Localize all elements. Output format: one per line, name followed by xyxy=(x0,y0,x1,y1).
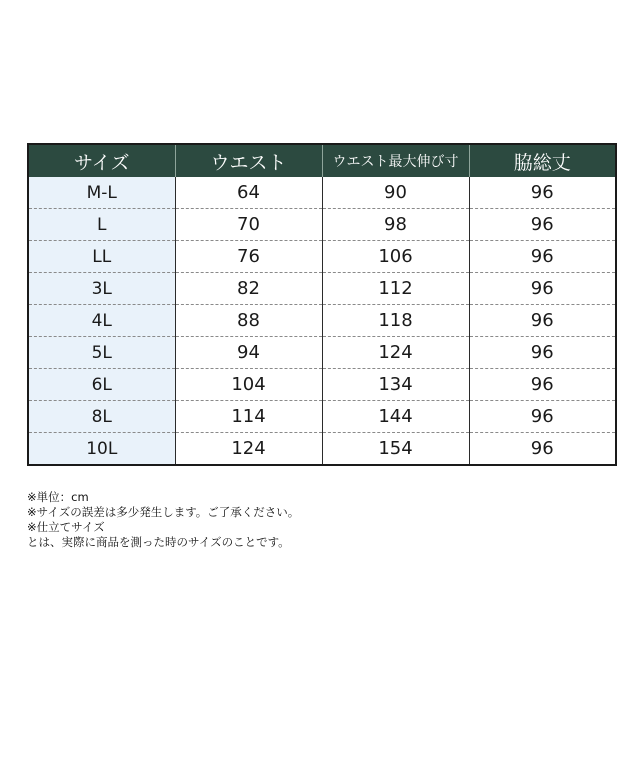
waist-max-cell: 124 xyxy=(322,337,469,369)
waist-max-cell: 112 xyxy=(322,273,469,305)
header-waist-max-stretch: ウエスト最大伸び寸 xyxy=(322,144,469,177)
header-size: サイズ xyxy=(28,144,175,177)
waist-cell: 94 xyxy=(175,337,322,369)
note-tolerance: ※サイズの誤差は多少発生します。ご了承ください。 xyxy=(27,505,300,519)
size-cell: LL xyxy=(28,241,175,273)
size-notes xyxy=(27,490,299,550)
size-cell: L xyxy=(28,209,175,241)
table-row xyxy=(28,241,616,273)
waist-cell: 70 xyxy=(175,209,322,241)
side-length-cell: 96 xyxy=(469,177,616,209)
size-cell: 5L xyxy=(28,337,175,369)
waist-max-cell: 154 xyxy=(322,433,469,466)
note-finished-size-explanation: とは、実際に商品を測った時のサイズのことです。 xyxy=(27,535,290,549)
table-row xyxy=(28,273,616,305)
side-length-cell: 96 xyxy=(469,401,616,433)
waist-cell: 104 xyxy=(175,369,322,401)
waist-cell: 82 xyxy=(175,273,322,305)
note-finished-size: ※仕立てサイズ xyxy=(27,520,105,534)
waist-cell: 76 xyxy=(175,241,322,273)
size-chart-table xyxy=(27,143,617,466)
waist-max-cell: 134 xyxy=(322,369,469,401)
waist-max-cell: 90 xyxy=(322,177,469,209)
table-header-row xyxy=(28,144,616,177)
table-row xyxy=(28,369,616,401)
side-length-cell: 96 xyxy=(469,369,616,401)
note-unit: ※単位：cm xyxy=(27,490,89,504)
size-cell: 8L xyxy=(28,401,175,433)
waist-max-cell: 118 xyxy=(322,305,469,337)
table-row xyxy=(28,401,616,433)
waist-cell: 114 xyxy=(175,401,322,433)
side-length-cell: 96 xyxy=(469,209,616,241)
side-length-cell: 96 xyxy=(469,305,616,337)
header-waist: ウエスト xyxy=(175,144,322,177)
size-cell: M-L xyxy=(28,177,175,209)
waist-max-cell: 106 xyxy=(322,241,469,273)
waist-cell: 124 xyxy=(175,433,322,466)
side-length-cell: 96 xyxy=(469,241,616,273)
size-cell: 4L xyxy=(28,305,175,337)
table-row xyxy=(28,177,616,209)
waist-cell: 88 xyxy=(175,305,322,337)
waist-max-cell: 144 xyxy=(322,401,469,433)
side-length-cell: 96 xyxy=(469,273,616,305)
table-row xyxy=(28,433,616,466)
table-row xyxy=(28,305,616,337)
header-side-length: 脇総丈 xyxy=(469,144,616,177)
size-cell: 6L xyxy=(28,369,175,401)
side-length-cell: 96 xyxy=(469,337,616,369)
side-length-cell: 96 xyxy=(530,438,554,459)
table-row xyxy=(28,209,616,241)
size-cell: 10L xyxy=(28,433,175,466)
waist-cell: 64 xyxy=(175,177,322,209)
table-row xyxy=(28,337,616,369)
waist-max-cell: 98 xyxy=(322,209,469,241)
size-cell: 3L xyxy=(28,273,175,305)
